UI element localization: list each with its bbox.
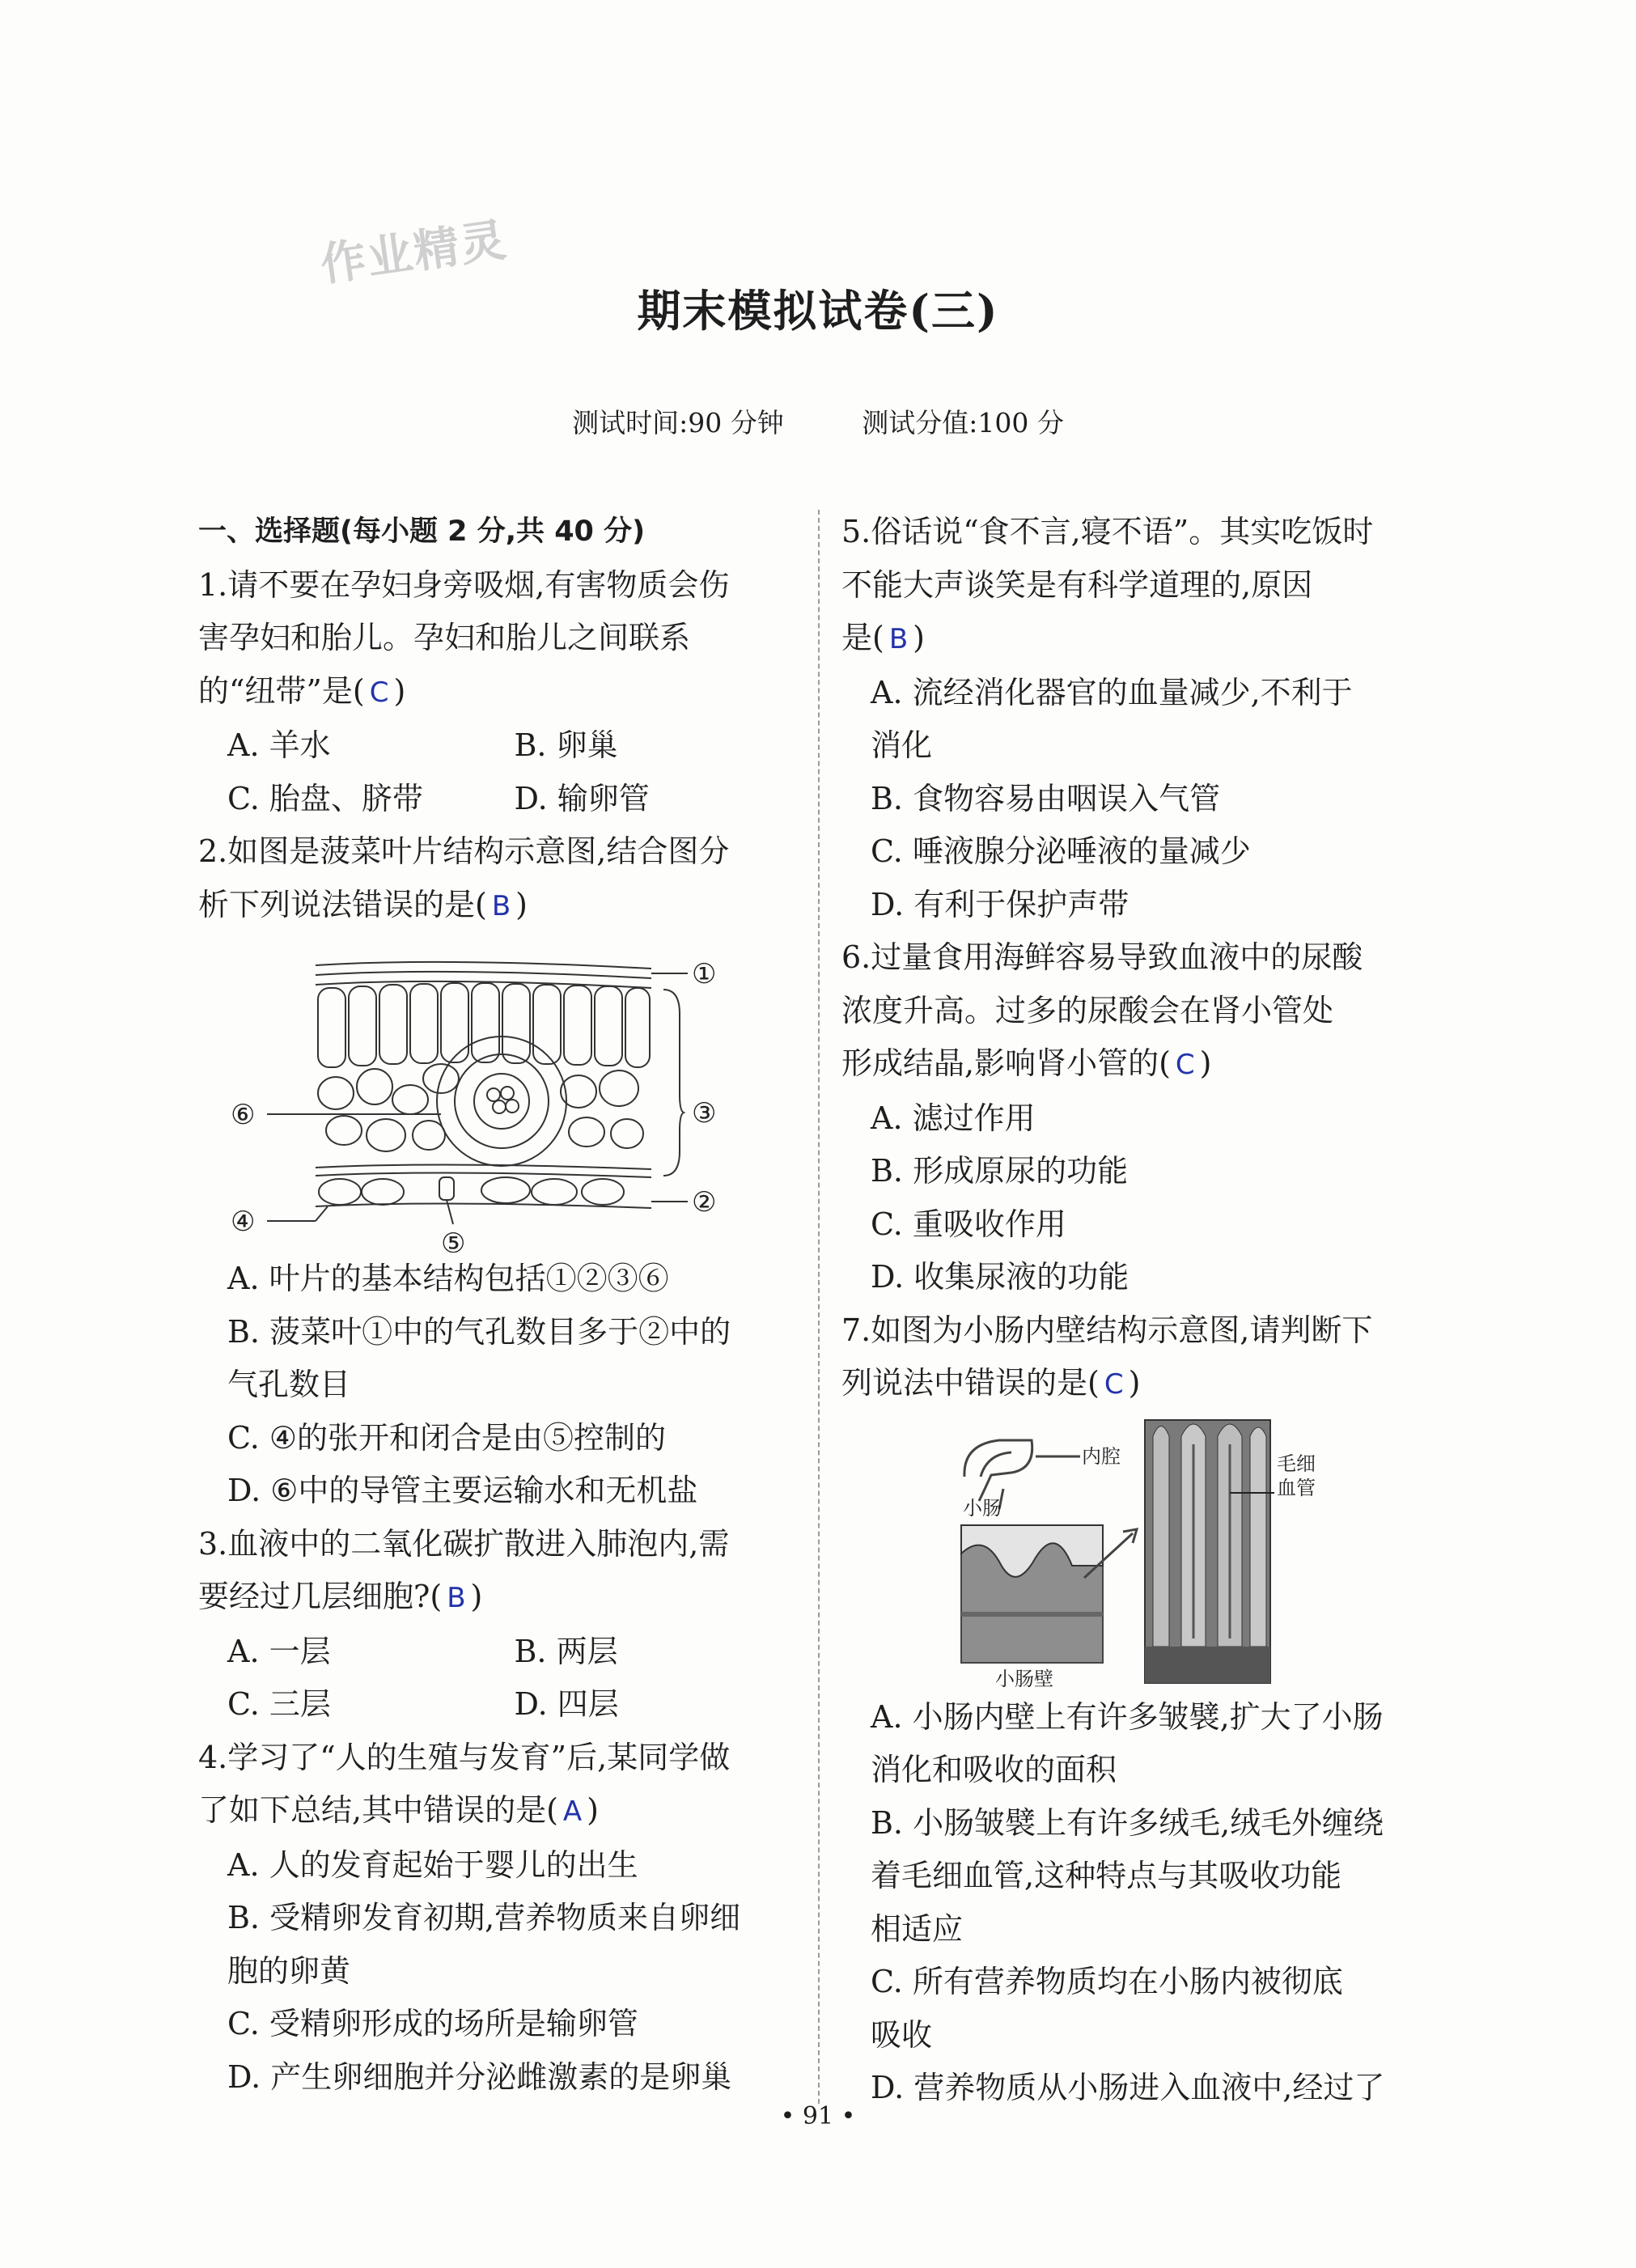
q5-option-b: B. 食物容易由咽误入气管 xyxy=(871,780,1221,816)
intestine-diagram xyxy=(841,1412,1448,1691)
q6-option-a: A. 滤过作用 xyxy=(871,1100,1036,1136)
q3-options-row2 xyxy=(198,1678,801,1732)
right-column xyxy=(841,506,1448,2115)
q2-option-c: C. ④的张开和闭合是由⑤控制的 xyxy=(227,1419,666,1456)
question-3 xyxy=(198,1518,801,1626)
leaf-structure-figure xyxy=(198,933,801,1253)
q3-option-a: A. 一层 xyxy=(227,1633,331,1669)
q2-option-b: B. 菠菜叶①中的气孔数目多于②中的 气孔数目 xyxy=(227,1313,731,1402)
q7-line1: 7.如图为小肠内壁结构示意图,请判断下 xyxy=(841,1312,1373,1348)
q7-answer: C xyxy=(1104,1368,1124,1401)
question-5 xyxy=(841,506,1448,667)
q3-option-d: D. 四层 xyxy=(514,1686,619,1722)
q2-option-a: A. 叶片的基本结构包括①②③⑥ xyxy=(227,1261,669,1296)
q7-stem-end: 列说法中错误的是( C ) xyxy=(841,1365,1141,1401)
q4-option-c: C. 受精卵形成的场所是输卵管 xyxy=(227,2006,638,2041)
leaf-label-2: ② xyxy=(692,1186,717,1219)
question-7 xyxy=(841,1304,1448,1412)
question-2 xyxy=(198,825,801,933)
page-title: 期末模拟试卷(三) xyxy=(637,285,999,337)
intestine-figure xyxy=(841,1412,1448,1691)
q5-line2: 不能大声谈笑是有科学道理的,原因 xyxy=(841,566,1313,603)
q5-option-d: D. 有利于保护声带 xyxy=(871,886,1130,922)
q3-line1: 3.血液中的二氧化碳扩散进入肺泡内,需 xyxy=(198,1525,730,1562)
question-4 xyxy=(198,1732,801,1839)
q6-line2: 浓度升高。过多的尿酸会在肾小管处 xyxy=(841,992,1334,1028)
q6-option-b: B. 形成原尿的功能 xyxy=(871,1153,1129,1189)
leaf-label-1: ① xyxy=(692,958,717,990)
label-intestine-wall: 小肠壁 xyxy=(995,1667,1053,1690)
exam-meta xyxy=(0,402,1636,440)
q3-answer: B xyxy=(447,1582,466,1614)
q3-option-c: C. 三层 xyxy=(227,1686,331,1722)
test-score: 测试分值:100 分 xyxy=(862,407,1064,439)
q7-option-a: A. 小肠内壁上有许多皱襞,扩大了小肠 消化和吸收的面积 xyxy=(871,1698,1384,1787)
q1-answer: C xyxy=(369,676,389,709)
q6-option-d: D. 收集尿液的功能 xyxy=(871,1259,1130,1295)
q1-option-b: B. 卵巢 xyxy=(514,727,618,763)
question-1 xyxy=(198,559,801,720)
section-heading: 一、选择题(每小题 2 分,共 40 分) xyxy=(198,515,646,548)
column-divider xyxy=(818,510,820,2104)
test-time: 测试时间:90 分钟 xyxy=(572,407,784,439)
q3-stem-end: 要经过几层细胞?( B ) xyxy=(198,1579,483,1614)
q6-stem-end: 形成结晶,影响肾小管的( C ) xyxy=(841,1045,1212,1081)
q5-stem-end: 是( B ) xyxy=(841,620,925,655)
q1-line2: 害孕妇和胎儿。孕妇和胎儿之间联系 xyxy=(198,620,691,655)
q2-option-d: D. ⑥中的导管主要运输水和无机盐 xyxy=(227,1473,698,1508)
q3-options-row1 xyxy=(198,1626,801,1679)
left-column xyxy=(198,506,801,2104)
q1-option-c: C. 胎盘、脐带 xyxy=(227,780,423,816)
question-6 xyxy=(841,931,1448,1092)
q4-line1: 4.学习了“人的生殖与发育”后,某同学做 xyxy=(198,1739,731,1775)
q5-option-a: A. 流经消化器官的血量减少,不利于 消化 xyxy=(871,674,1353,763)
label-lumen: 内腔 xyxy=(1082,1444,1121,1468)
q3-option-b: B. 两层 xyxy=(514,1633,618,1669)
label-capillary-1: 毛细 xyxy=(1277,1452,1316,1475)
q1-option-a: A. 羊水 xyxy=(227,727,331,763)
leaf-label-3: ③ xyxy=(692,1097,717,1130)
leaf-label-4: ④ xyxy=(231,1206,256,1238)
leaf-label-5: ⑤ xyxy=(441,1227,466,1253)
label-capillary-2: 血管 xyxy=(1277,1476,1316,1499)
q2-answer: B xyxy=(491,889,511,922)
q1-options-row2 xyxy=(198,773,801,826)
q4-stem-end: 了如下总结,其中错误的是( A ) xyxy=(198,1792,599,1828)
q1-stem-end: 的“纽带”是( C ) xyxy=(198,672,406,709)
q6-answer: C xyxy=(1175,1049,1195,1081)
q7-option-d: D. 营养物质从小肠进入血液中,经过了 xyxy=(871,2070,1385,2105)
q1-options-row1 xyxy=(198,719,801,773)
q1-line1: 1.请不要在孕妇身旁吸烟,有害物质会伤 xyxy=(198,566,730,603)
q6-line1: 6.过量食用海鲜容易导致血液中的尿酸 xyxy=(841,939,1363,975)
q4-option-b: B. 受精卵发育初期,营养物质来自卵细 胞的卵黄 xyxy=(227,1900,741,1989)
q1-option-d: D. 输卵管 xyxy=(514,780,650,816)
watermark-logo: 作业精灵 xyxy=(317,214,511,292)
leaf-diagram xyxy=(198,933,801,1253)
label-intestine: 小肠 xyxy=(963,1496,1002,1520)
q5-option-c: C. 唾液腺分泌唾液的量减少 xyxy=(871,833,1251,869)
q5-line1: 5.俗话说“食不言,寝不语”。其实吃饭时 xyxy=(841,514,1374,549)
q4-option-d: D. 产生卵细胞并分泌雌激素的是卵巢 xyxy=(227,2058,732,2095)
q7-option-b: B. 小肠皱襞上有许多绒毛,绒毛外缠绕 着毛细血管,这种特点与其吸收功能 相适应 xyxy=(871,1804,1384,1947)
leaf-label-6: ⑥ xyxy=(231,1099,256,1131)
q6-option-c: C. 重吸收作用 xyxy=(871,1206,1066,1242)
q5-answer: B xyxy=(888,623,909,655)
q2-stem-end: 析下列说法错误的是( B ) xyxy=(198,886,528,922)
q2-line1: 2.如图是菠菜叶片结构示意图,结合图分 xyxy=(198,833,730,869)
page-number: • 91 • xyxy=(780,2102,856,2130)
q4-option-a: A. 人的发育起始于婴儿的出生 xyxy=(227,1846,638,1883)
q4-answer: A xyxy=(562,1795,583,1828)
q7-option-c: C. 所有营养物质均在小肠内被彻底 吸收 xyxy=(871,1964,1343,2053)
